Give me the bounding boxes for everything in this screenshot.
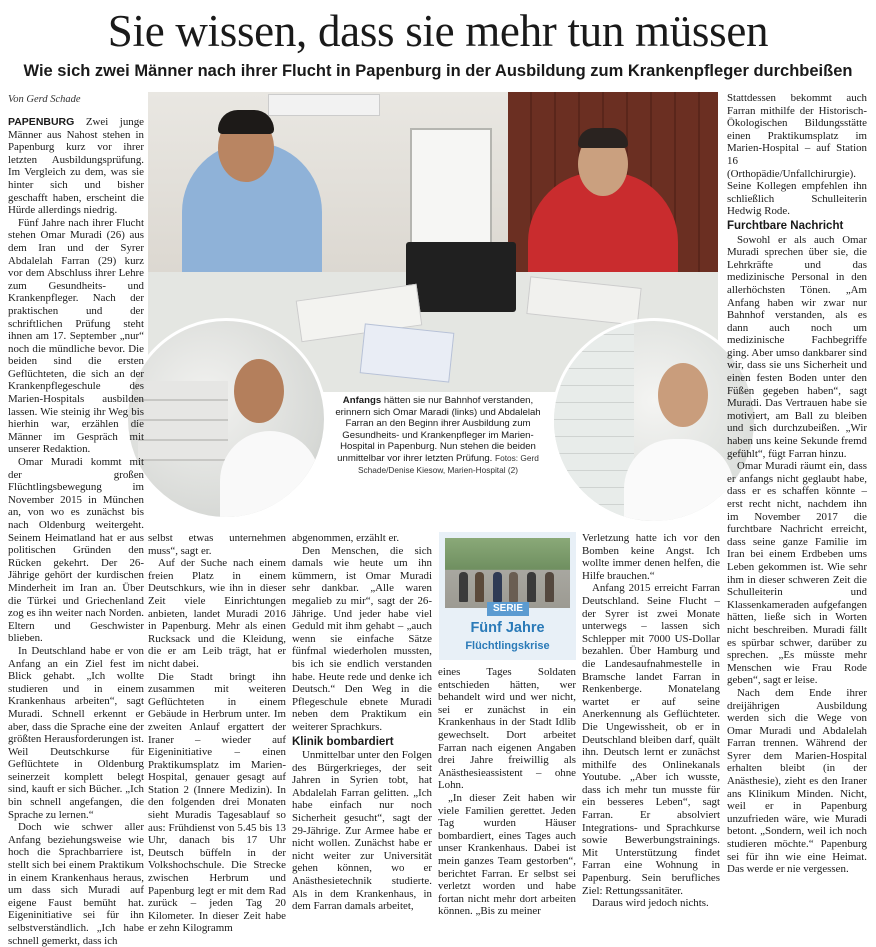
column-3 (292, 532, 432, 913)
series-photo-figure (527, 572, 536, 602)
photo-box (360, 323, 455, 382)
series-subtitle: Flüchtlingskrise (465, 640, 550, 652)
paragraph: selbst etwas unternehmen muss“, sagt er. (148, 532, 286, 557)
subheadline: Wie sich zwei Männer nach ihrer Flucht in Papenburg in der Ausbildung zum Krankenpfleger durchbeißen (23, 62, 853, 80)
column-5 (582, 532, 720, 910)
series-box (439, 532, 576, 660)
paragraph: abgenommen, erzählt er. (292, 532, 400, 544)
paragraph: „In dieser Zeit haben wir viele Familien gerettet. Jeden Tag wurden Häuser bombardiert, eines Tages auch unser Krankenhaus. Dabei ist mein ganzes Team gestorben“, berichtet Farran. Er selbst sei verletzt worden und habe fortan nicht mehr dort arbeiten können. „Bis zu meiner (438, 791, 576, 918)
series-title: Fünf Jahre (470, 620, 545, 636)
photo-person-left-hair (218, 110, 274, 134)
paragraph: Daraus wird jedoch nichts. (592, 897, 709, 910)
byline: Von Gerd Schade (8, 94, 81, 105)
paragraph: Den Menschen, die sich damals wie heute um ihn kümmern, ist Omar Muradi sehr dankbar. „Alle waren megalieb zu mir“, sagt der 26-Jährige. Und jeder habe viel Geduld mit ihm gehabt – „auch wenn sie einfache Sätze fünfmal wiederholen mussten, bis ich sie endlich verstanden habe. Heute rede und denke ich Deutsch.“ Den Weg in die Pflegeschule ebnete Muradi neben dem Praktikum ein weiterer Sprachkurs. (292, 544, 432, 733)
paragraph: eines Tages Soldaten entschieden hätten, wer behandelt wird und wer nicht, sei er zunächst in ein Krankenhaus in der Stadt Idlib gewechselt. Dort arbeitet Farran nach eigenen Angaben drei Jahre freiwillig als Anästhesieassistent – ohne Lohn. (438, 666, 576, 792)
circle-photo-left (125, 318, 327, 520)
column-4 (438, 666, 576, 918)
photo-caption (325, 395, 551, 476)
paragraph: In Deutschland habe er von Anfang an ein Ziel fest im Blick gehabt. „Ich wollte studieren und in einem Krankenhaus arbeiten“, sagt Muradi. Schnell erkennt er aber, dass die Sprache eine der größten Herausforderungen ist. Weil Deutschkurse für Geflüchtete in Oldenburg seinerzeit komplett belegt sind, kauft er sich Bücher. „Ich bin schnell angefangen, die Sprache zu lernen.“ (8, 644, 144, 821)
series-photo-figure (545, 572, 554, 602)
column-2 (148, 532, 286, 935)
circle-photo-person (624, 439, 734, 524)
column-1 (8, 116, 144, 947)
series-tag: SERIE (487, 602, 529, 616)
caption-text: hätten sie nur Bahnhof verstanden, erinnern sich Omar Maradi (links) und Abdalelah Farran an den Beginn ihrer Ausbildung zum Gesundheits- und Krankenpfleger im Marien-Hospital in Papenburg. Nun stehen die beiden unmittelbar vor ihrer letzten Prüfung. (335, 395, 541, 464)
paragraph: Unmittelbar unter den Folgen des Bürgerkrieges, der seit Jahren in Syrien tobt, hat Abdalelah Farran gelitten. „Ich habe einfach nur noch Sicherheit gesucht“, sagt der 29-Jährige. Zur Armee habe er nicht wollen. Zunächst habe er nicht weiter zur Universität gehen können, wo er Anästhesietechnik studierte. Als in dem Krankenhaus, in dem Farran damals arbeitet, (292, 749, 432, 913)
series-photo (445, 538, 570, 608)
headline: Sie wissen, dass sie mehr tun müssen (107, 6, 769, 56)
paragraph: Omar Muradi kommt mit der großen Flüchtlingsbewegung im November 2015 in München an, von wo es zunächst bis nach Oldenburg weitergeht. Seinem Heimatland hat er aus politischen Gründen den Rücken gekehrt. Der 26-Jährige gehört der kurdischen Minderheit im Iran an. Über die Türkei und Griechenland zog es ihn weiter nach Norden. Eltern und Geschwister blieben. (8, 456, 144, 645)
paragraph: Anfang 2015 erreicht Farran Deutschland. Seine Flucht – der Syrer ist zwei Monate unterwegs – lassen sich Schlepper mit 7000 US-Dollar bezahlen. Über Hamburg und die Landesaufnahmestelle in Bramsche landet Farran in Renkenberge. Monatelang wartet er auf seine Anerkennung als Geflüchteter. Die Ungewissheit, ob er in Deutschland bleiben darf, quält ihn. Deutsch lernt er zunächst mithilfe des Onlinekanals Youtube. „Aber ich wusste, dass ich mehr tun musste für ein besseres Leben“, sagt Farran. Er absolviert Integrations- und Sprachkurse sowie Bewerbungstrainings. Mit Unterstützung findet Farran eine Wohnung in Papenburg. Sein berufliches Ziel: Rettungssanitäter. (582, 582, 720, 897)
circle-photo-tiles (554, 321, 634, 521)
circle-photo-person-head (658, 363, 708, 427)
photo-person-right-hair (578, 128, 628, 148)
section-heading: Furchtbare Nachricht (727, 219, 844, 232)
photo-laptop (406, 242, 516, 312)
paragraph: Nach dem Ende ihrer dreijährigen Ausbildung werden sich die Wege von Omar Muradi und Abdalelah Farran trennen. Während der Syrer dem Marien-Hospital erhalten bleibt (in der Anästhesie), zieht es den Iraner ans Klinikum Minden. Nicht, weil er in Papenburg unzufrieden wäre, wie Muradi betont. „Sondern, weil ich noch studieren möchte.“ Papenburg sei für ihn wie eine Heimat. Das werde er nie vergessen. (727, 686, 867, 876)
dateline: PAPENBURG (8, 116, 75, 128)
paragraph-text: Zwei junge Männer aus Nahost stehen in Papenburg kurz vor ihrer letzten Ausbildungsprüfung. Im Vergleich zu dem, was sie hinter sich und bisher geschafft haben, erscheint die Hürde allerdings niedrig. (8, 116, 144, 217)
photo-poster (268, 94, 380, 116)
paragraph: Fünf Jahre nach ihrer Flucht stehen Omar Muradi (26) aus dem Iran und der Syrer Abdalelah Farran (29) kurz vor dem Abschluss ihrer Lehre zum Gesundheits- und Krankenpfleger. Nach der praktischen und der schriftlichen Prüfung steht ihnen am 17. September „nur“ noch die mündliche bevor. Die beiden sind die ersten Geflüchteten, die sich an der Krankenpflegeschule des Marien-Hospitals ausbilden lassen. Wie steinig ihr Weg bis hierhin war, erzählen die Männer im Gespräch mit unserer Redaktion. (8, 216, 144, 456)
paragraph: Auf der Suche nach einem freien Platz in einem Deutschkurs, wie ihn in dieser Zeit viele Einrichtungen anbieten, landet Muradi 2016 in Papenburg. Mehr als einen Rucksack und die Kleidung, die er am Leib trägt, hat er nicht dabei. (148, 557, 286, 670)
paragraph: Doch wie schwer aller Anfang beziehungsweise wie hoch die Sprachbarriere ist, stellt sich bei einem Praktikum in einem Krankenhaus heraus, um dass sich Muradi auf eigene Faust bemüht hat. Eigeninitiative sei für ihn selbstverständlich. „Ich habe schnell gemerkt, dass ich (8, 821, 144, 947)
photo-credit: Fotos: Gerd Schade/Denise Kiesow, Marien-Hospital (2) (357, 452, 539, 475)
column-6 (727, 92, 867, 876)
paragraph: Verletzung hatte ich vor den Bomben keine Angst. Ich wollte immer denen helfen, die Hilfe brauchen.“ (582, 532, 720, 582)
caption-lead: Anfangs (342, 395, 382, 406)
series-photo-figure (493, 572, 502, 602)
series-photo-figure (475, 572, 484, 602)
circle-photo-person (220, 431, 320, 520)
series-photo-figure (509, 572, 518, 602)
series-photo-figure (459, 572, 468, 602)
paragraph: Sowohl er als auch Omar Muradi sprechen über sie, die Lehrkräfte und das medizinische Personal in den allerhöchsten Tönen. „Am Anfang haben wir zwar nur Bahnhof verstanden, als es dann auch noch um medizinische Fachbegriffe ging. Aber umso dankbarer sind wir, dass sie uns Sicherheit und einen festen Boden unter den Füßen gegeben haben“, sagt Muradi. Das Vertrauen habe sie motiviert, am Ball zu bleiben und sich durchzubeißen. „Wir haben uns keine Sekunde fremd gefühlt“, fügt Farran hinzu. (727, 233, 867, 460)
paragraph: Omar Muradi räumt ein, dass er anfangs nicht geglaubt habe, dass er es schaffen könnte – erst recht nicht, nachdem ihn im November 2017 die furchtbare Nachricht erreicht, dass seine ganze Familie im Iran bei einem Erdbeben ums Leben gekommen ist. Wie sehr ihm in dieser schweren Zeit die Schulleiterin und Klassenkameraden aufgefangen hätten, ließe sich in Worten nicht beschreiben. Muradi fällt es spürbar schwer, darüber zu sprechen. „Es müsste mehr Menschen wie Frau Rode geben“, sagt er leise. (727, 460, 867, 687)
paragraph: Stattdessen bekommt auch Farran mithilfe der Historisch-Ökologischen Bildungsstätte einen Praktikumsplatz im Marien-Hospital – auf Station 16 (Orthopädie/Unfallchirurgie). Seine Kollegen empfehlen ihn schließlich Schulleiterin Hedwig Rode. (727, 92, 867, 218)
paragraph: Die Stadt bringt ihn zusammen mit weiteren Geflüchteten in einem Gebäude in Herbrum unter. Im zweiten Anlauf ergattert der Iraner – wieder auf Eigeninitiative – einen Praktikumsplatz im Marien-Hospital, genauer gesagt auf Station 2 (Innere Medizin). In den folgenden drei Monaten sieht Muradis Tagesablauf so aus: Frühdienst von 5.45 bis 13 Uhr, danach bis 17 Uhr Deutsch büffeln in der Volkshochschule. Die Strecke zwischen Herbrum und Papenburg legt er mit dem Rad zurück – jeden Tag 20 Kilometer. In dieser Zeit habe er zehn Kilogramm (148, 670, 286, 935)
paragraph (8, 116, 144, 217)
section-heading: Klinik bombardiert (292, 735, 394, 748)
circle-photo-shelf (138, 381, 228, 461)
circle-photo-person-head (234, 359, 284, 423)
